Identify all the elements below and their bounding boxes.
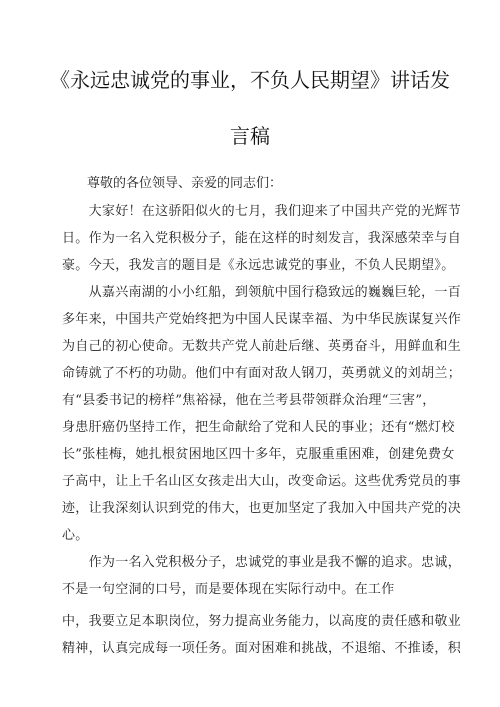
body-line: 精神，认真完成每一项任务。面对困难和挑战，不退缩、不推诿，积	[62, 641, 462, 656]
body-line: 日。作为一名入党积极分子，能在这样的时刻发言，我深感荣幸与自	[62, 231, 462, 246]
body-line: 大家好！在这骄阳似火的七月，我们迎来了中国共产党的光辉节	[62, 204, 462, 219]
greeting: 尊敬的各位领导、亲爱的同志们：	[87, 176, 283, 191]
body-line: 为自己的初心使命。无数共产党人前赴后继、英勇奋斗，用鲜血和生	[62, 339, 462, 354]
document-title-line-2: 言稿	[230, 124, 270, 148]
body-line: 命铸就了不朽的功勋。他们中有面对敌人钢刀，英勇就义的刘胡兰；	[62, 366, 462, 381]
document-title-line-1: 《永远忠诚党的事业，不负人民期望》讲话发	[50, 68, 450, 92]
body-line: 长”张桂梅，她扎根贫困地区四十多年，克服重重困难，创建免费女	[62, 447, 455, 462]
body-line: 身患肝癌仍坚持工作，把生命献给了党和人民的事业；还有“燃灯校	[62, 420, 455, 435]
body-line: 心。	[62, 528, 89, 543]
body-line: 迹，让我深刻认识到党的伟大，也更加坚定了我加入中国共产党的决	[62, 501, 462, 516]
body-line: 从嘉兴南湖的小小红船，到领航中国行稳致远的巍巍巨轮，一百	[62, 285, 462, 300]
body-line: 子高中，让上千名山区女孩走出大山，改变命运。这些优秀党员的事	[62, 474, 462, 489]
body-line: 多年来，中国共产党始终把为中国人民谋幸福、为中华民族谋复兴作	[62, 312, 462, 327]
body-line: 有“县委书记的榜样”焦裕禄，他在兰考县带领群众治理“三害”，	[62, 393, 436, 408]
body-line: 作为一名入党积极分子，忠诚党的事业是我不懈的追求。忠诚，	[62, 555, 462, 570]
body-line: 中，我要立足本职岗位，努力提高业务能力，以高度的责任感和敬业	[62, 614, 462, 629]
body-line: 不是一句空洞的口号，而是要体现在实际行动中。在工作	[62, 582, 395, 597]
body-line: 豪。今天，我发言的题目是《永远忠诚党的事业，不负人民期望》。	[62, 258, 455, 273]
